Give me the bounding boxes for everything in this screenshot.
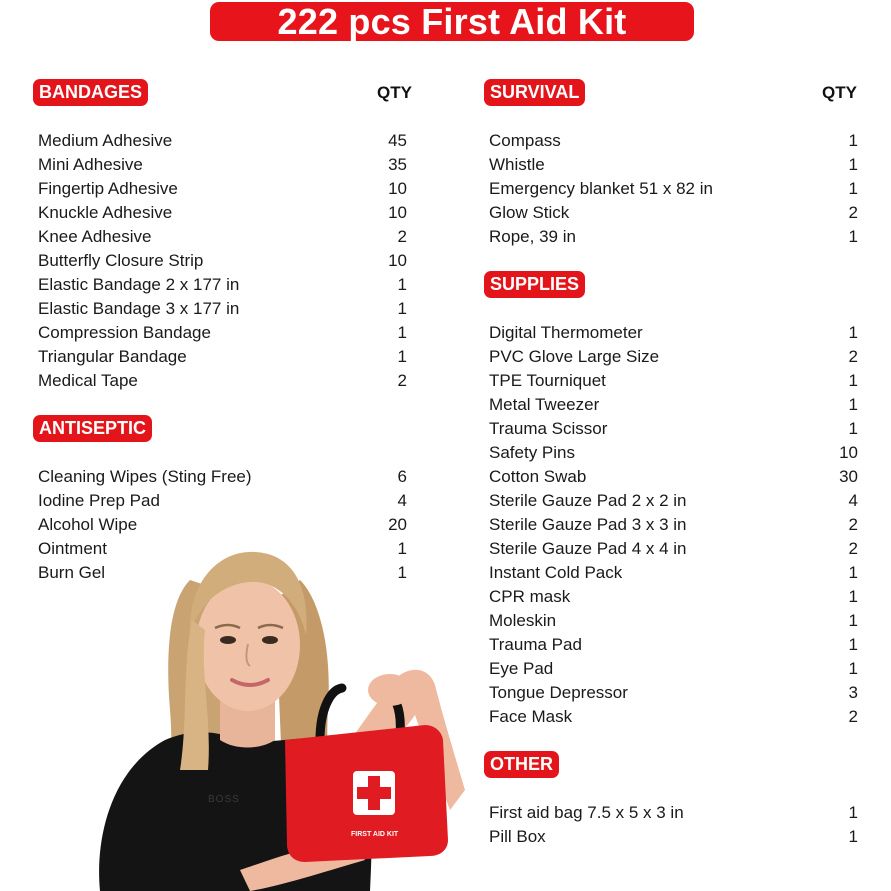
item-qty: 4: [848, 491, 858, 510]
item-qty: 1: [397, 275, 407, 294]
list-item: [38, 513, 407, 537]
item-name: First aid bag 7.5 x 5 x 3 in: [489, 803, 684, 822]
item-name: Safety Pins: [489, 443, 575, 462]
item-name: Sterile Gauze Pad 2 x 2 in: [489, 491, 687, 510]
item-qty: 10: [388, 179, 407, 198]
item-name: Medium Adhesive: [38, 131, 173, 150]
item-qty: 35: [388, 155, 407, 174]
list-item: [38, 369, 407, 393]
item-name: Metal Tweezer: [489, 395, 600, 414]
item-name: Face Mask: [489, 707, 573, 726]
qty-header-left: QTY: [377, 83, 412, 102]
list-item: [489, 417, 858, 441]
item-name: Alcohol Wipe: [38, 515, 138, 534]
item-name: Moleskin: [489, 611, 557, 630]
list-item: [489, 561, 858, 585]
list-item: [38, 273, 407, 297]
item-name: Trauma Pad: [489, 635, 582, 654]
supplies-list: [489, 321, 858, 729]
item-name: Compression Bandage: [38, 323, 211, 342]
item-qty: 1: [397, 563, 407, 582]
bandages-list: [38, 129, 407, 393]
item-name: Mini Adhesive: [38, 155, 143, 174]
left-eye: [220, 636, 236, 644]
item-name: Sterile Gauze Pad 3 x 3 in: [489, 515, 687, 534]
list-item: [489, 201, 858, 225]
item-qty: 2: [848, 515, 858, 534]
right-eye: [262, 636, 278, 644]
item-name: Triangular Bandage: [38, 347, 187, 366]
list-item: [38, 249, 407, 273]
list-item: [38, 153, 407, 177]
item-name: Medical Tape: [38, 371, 138, 390]
hand: [368, 674, 412, 706]
item-name: TPE Tourniquet: [489, 371, 606, 390]
item-qty: 1: [848, 155, 858, 174]
item-qty: 1: [848, 371, 858, 390]
item-qty: 4: [397, 491, 407, 510]
list-item: [489, 153, 858, 177]
item-qty: 1: [397, 299, 407, 318]
list-item: [489, 465, 858, 489]
list-item: [489, 321, 858, 345]
item-qty: 2: [848, 203, 858, 222]
item-qty: 1: [397, 347, 407, 366]
item-name: Glow Stick: [489, 203, 570, 222]
item-qty: 20: [388, 515, 407, 534]
item-qty: 2: [848, 539, 858, 558]
list-item: [489, 825, 858, 849]
item-qty: 45: [388, 131, 407, 150]
list-item: [489, 537, 858, 561]
list-item: [489, 633, 858, 657]
item-name: Sterile Gauze Pad 4 x 4 in: [489, 539, 687, 558]
list-item: [489, 441, 858, 465]
item-name: Pill Box: [489, 827, 546, 846]
list-item: [489, 609, 858, 633]
item-qty: 2: [397, 371, 407, 390]
list-item: [38, 465, 407, 489]
survival-heading: SURVIVAL: [484, 79, 585, 106]
list-item: [489, 345, 858, 369]
list-item: [489, 225, 858, 249]
item-name: PVC Glove Large Size: [489, 347, 660, 366]
list-item: [489, 369, 858, 393]
item-name: Whistle: [489, 155, 545, 174]
item-qty: 2: [848, 347, 858, 366]
item-name: Instant Cold Pack: [489, 563, 623, 582]
item-name: CPR mask: [489, 587, 571, 606]
item-qty: 1: [848, 131, 858, 150]
item-name: Fingertip Adhesive: [38, 179, 178, 198]
item-name: Burn Gel: [38, 563, 106, 582]
page-title: 222 pcs First Aid Kit: [210, 2, 694, 41]
list-item: [38, 201, 407, 225]
item-qty: 30: [839, 467, 858, 486]
list-item: [38, 225, 407, 249]
list-item: [489, 129, 858, 153]
item-name: Elastic Bandage 3 x 177 in: [38, 299, 240, 318]
item-qty: 1: [848, 803, 858, 822]
item-qty: 1: [848, 659, 858, 678]
item-qty: 1: [848, 827, 858, 846]
other-heading: OTHER: [484, 751, 559, 778]
item-qty: 1: [848, 635, 858, 654]
item-name: Eye Pad: [489, 659, 554, 678]
list-item: [489, 657, 858, 681]
other-list: [489, 801, 858, 849]
item-name: Iodine Prep Pad: [38, 491, 160, 510]
item-qty: 6: [397, 467, 407, 486]
list-item: [489, 705, 858, 729]
item-qty: 1: [848, 227, 858, 246]
item-name: Emergency blanket 51 x 82 in: [489, 179, 713, 198]
item-qty: 1: [397, 323, 407, 342]
item-qty: 10: [388, 251, 407, 270]
list-item: [38, 177, 407, 201]
cross-horizontal: [357, 787, 391, 799]
shirt-logo: BOSS: [208, 794, 240, 805]
item-name: Compass: [489, 131, 561, 150]
item-name: Ointment: [38, 539, 107, 558]
item-name: Knee Adhesive: [38, 227, 152, 246]
supplies-heading: SUPPLIES: [484, 271, 585, 298]
item-qty: 2: [397, 227, 407, 246]
item-name: Knuckle Adhesive: [38, 203, 173, 222]
item-name: Rope, 39 in: [489, 227, 576, 246]
item-name: Butterfly Closure Strip: [38, 251, 204, 270]
item-qty: 1: [848, 611, 858, 630]
item-name: Tongue Depressor: [489, 683, 628, 702]
list-item: [38, 297, 407, 321]
list-item: [489, 393, 858, 417]
list-item: [38, 489, 407, 513]
bag-label: FIRST AID KIT: [351, 831, 399, 838]
list-item: [489, 801, 858, 825]
item-name: Trauma Scissor: [489, 419, 608, 438]
item-qty: 1: [848, 179, 858, 198]
item-name: Digital Thermometer: [489, 323, 643, 342]
woman-holding-kit-photo: [70, 540, 480, 891]
item-qty: 10: [839, 443, 858, 462]
qty-header-right: QTY: [822, 83, 857, 102]
list-item: [489, 681, 858, 705]
item-qty: 2: [848, 707, 858, 726]
survival-list: [489, 129, 858, 249]
item-name: Cleaning Wipes (Sting Free): [38, 467, 252, 486]
list-item: [489, 585, 858, 609]
list-item: [489, 177, 858, 201]
bandages-heading: BANDAGES: [33, 79, 148, 106]
list-item: [38, 345, 407, 369]
list-item: [489, 489, 858, 513]
item-qty: 1: [848, 563, 858, 582]
item-qty: 1: [848, 323, 858, 342]
list-item: [489, 513, 858, 537]
list-item: [38, 321, 407, 345]
list-item: [38, 129, 407, 153]
item-qty: 3: [848, 683, 858, 702]
item-qty: 1: [848, 395, 858, 414]
antiseptic-heading: ANTISEPTIC: [33, 415, 152, 442]
item-qty: 1: [848, 419, 858, 438]
item-name: Elastic Bandage 2 x 177 in: [38, 275, 240, 294]
item-qty: 1: [848, 587, 858, 606]
item-qty: 10: [388, 203, 407, 222]
item-name: Cotton Swab: [489, 467, 587, 486]
item-qty: 1: [397, 539, 407, 558]
